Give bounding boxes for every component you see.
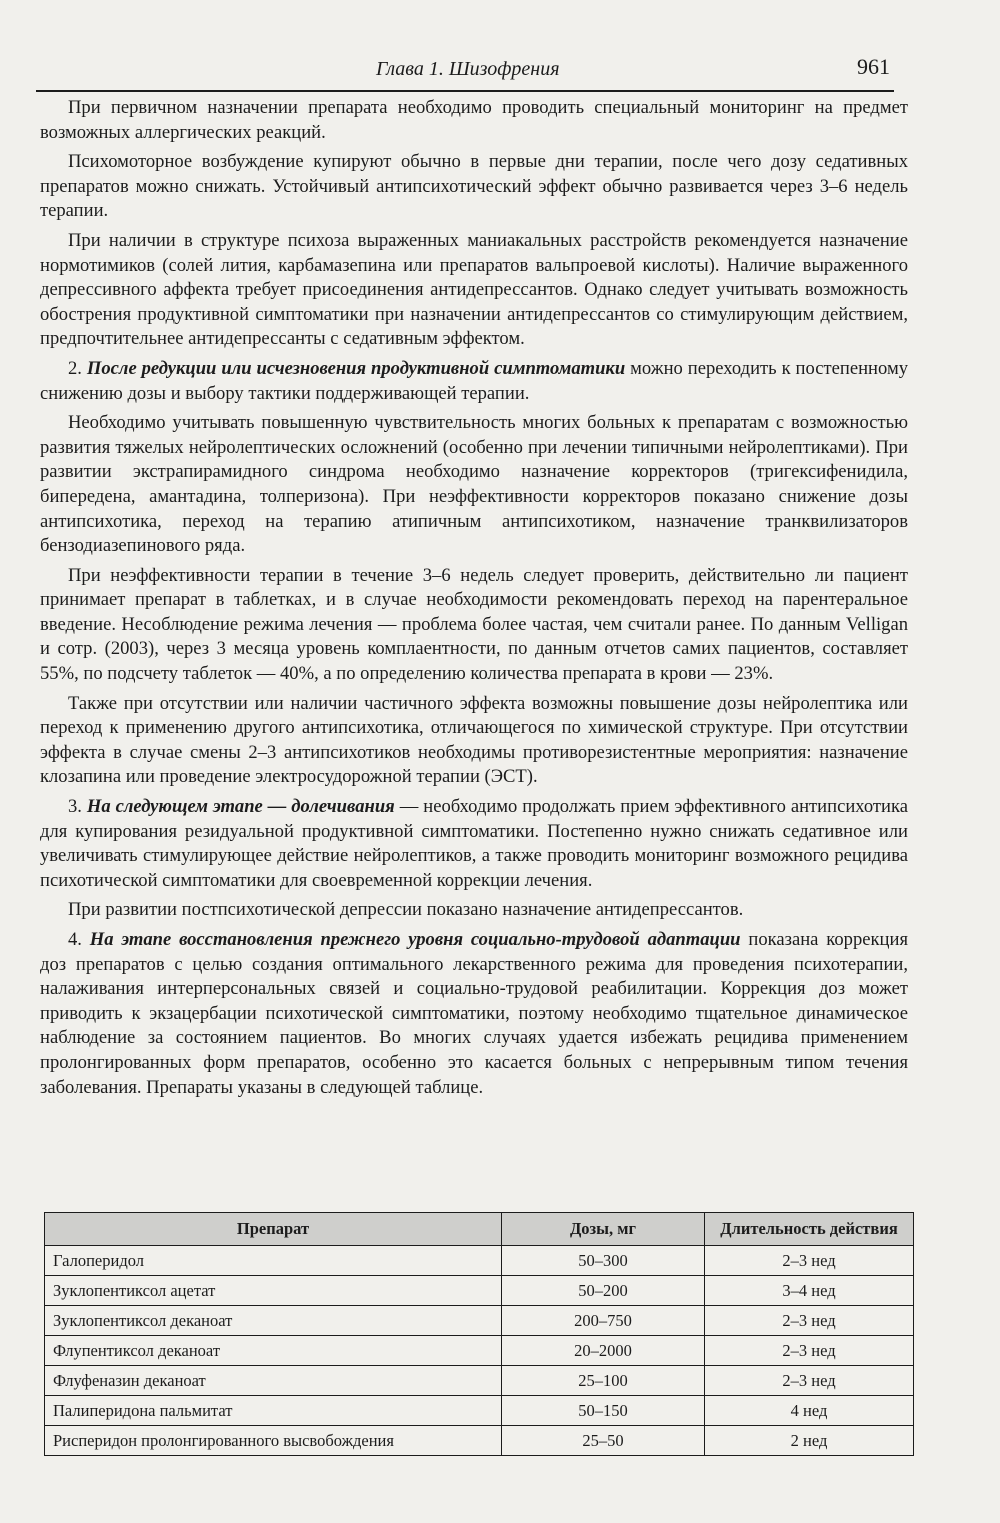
table-row (45, 1396, 914, 1426)
cell-drug: Флуфеназин деканоат (45, 1366, 502, 1396)
cell-dose: 20–2000 (502, 1336, 705, 1366)
paragraph-6: При неэффективности терапии в течение 3–6 недель следует проверить, действительно ли пациент принимает препарат в таблетках, и в случае необходимости рекомендовать переход на парентеральное введение. Несоблюдение режима лечения — проблема более частая, чем считали ранее. По данным Velligan и сотр. (2003), через 3 месяца уровень комплаентности, по данным отчетов самих пациентов, составляет 55%, по подсчету таблеток — 40%, а по определению количества препарата в крови — 23%. (40, 564, 908, 685)
header-dose: Дозы, мг (502, 1213, 705, 1246)
cell-duration: 2–3 нед (705, 1306, 914, 1336)
cell-drug: Флупентиксол деканоат (45, 1336, 502, 1366)
cell-dose: 200–750 (502, 1306, 705, 1336)
table-row (45, 1276, 914, 1306)
cell-dose: 25–100 (502, 1366, 705, 1396)
emphasis: После редукции или исчезновения продуктивной симптоматики (86, 357, 626, 379)
drug-dose-table (44, 1212, 914, 1456)
cell-drug: Палиперидона пальмитат (45, 1396, 502, 1426)
cell-dose: 50–200 (502, 1276, 705, 1306)
cell-dose: 50–150 (502, 1396, 705, 1426)
paragraph-3: При наличии в структуре психоза выраженных маниакальных расстройств рекомендуется назначение нормотимиков (солей лития, карбамазепина или препаратов вальпроевой кислоты). Наличие выраженного депрессивного аффекта требует присоединения антидепрессантов. Однако следует учитывать возможность обострения продуктивной симптоматики при назначении антидепрессантов со стимулирующим действием, предпочтительнее антидепрессанты с седативным эффектом. (40, 229, 908, 350)
cell-duration: 4 нед (705, 1396, 914, 1426)
table-row (45, 1306, 914, 1336)
page-number: 961 (857, 54, 890, 79)
cell-drug: Галоперидол (45, 1246, 502, 1276)
paragraph-2: Психомоторное возбуждение купируют обычно в первые дни терапии, после чего дозу седативных препаратов можно снижать. Устойчивый антипсихотический эффект обычно развивается через 3–6 недель терапии. (40, 151, 908, 222)
paragraph-1: При первичном назначении препарата необходимо проводить специальный мониторинг на предмет возможных аллергических реакций. (40, 97, 908, 143)
paragraph-8: 3. На следующем этапе — долечивания — необходимо продолжать прием эффективного антипсихотика для купирования резидуальной продуктивной симптоматики. Постепенно нужно снижать седативное или увеличивать стимулирующее действие нейролептиков, а также проводить мониторинг возможного рецидива психотической симптоматики для своевременной коррекции лечения. (40, 796, 909, 891)
paragraph-4: 2. После редукции или исчезновения продуктивной симптоматики можно переходить к постепенному снижению дозы и выбору тактики поддерживающей терапии. (40, 357, 909, 404)
cell-duration: 2–3 нед (705, 1366, 914, 1396)
table-row (45, 1246, 914, 1276)
header-drug: Препарат (45, 1213, 502, 1246)
cell-duration: 3–4 нед (705, 1276, 914, 1306)
emphasis: На следующем этапе — долечивания (86, 796, 395, 818)
cell-drug: Рисперидон пролонгированного высвобождения (45, 1426, 502, 1456)
cell-dose: 25–50 (502, 1426, 705, 1456)
cell-drug: Зуклопентиксол ацетат (45, 1276, 502, 1306)
cell-dose: 50–300 (502, 1246, 705, 1276)
table-header-row (45, 1213, 914, 1246)
emphasis: На этапе восстановления прежнего уровня социально-трудовой адаптации (89, 929, 741, 950)
table-row (45, 1366, 914, 1396)
cell-duration: 2 нед (705, 1426, 914, 1456)
paragraph-9: При развитии постпсихотической депрессии показано назначение антидепрессантов. (68, 899, 744, 921)
paragraph-5: Необходимо учитывать повышенную чувствительность многих больных к препаратам с возможностью развития тяжелых нейролептических осложнений (особенно при лечении типичными нейролептиками). При развитии экстрапирамидного синдрома необходимо назначение корректоров (тригексифенидила, бипередена, амантадина, толперизона). При неэффективности корректоров показано снижение дозы антипсихотика, переход на терапию атипичным антипсихотиком, назначение транквилизаторов бензодиазепинового ряда. (40, 412, 908, 557)
cell-duration: 2–3 нед (705, 1336, 914, 1366)
paragraph-10: 4. На этапе восстановления прежнего уровня социально-трудовой адаптации показана коррекция доз препаратов с целью создания оптимального лекарственного режима для проведения психотерапии, налаживания интерперсональных связей и социально-трудовой реабилитации. Коррекция доз может приводить к экзацербации психотической симптоматики, поэтому необходимо тщательное динамическое наблюдение за состоянием пациентов. Во многих случаях удается избежать рецидива применением пролонгированных форм препаратов, особенно это касается больных с непрерывным типом течения заболевания. Препараты указаны в следующей таблице. (40, 929, 908, 1098)
header-duration: Длительность действия (705, 1213, 914, 1246)
page-header (36, 54, 894, 92)
chapter-title: Глава 1. Шизофрения (376, 58, 560, 80)
cell-duration: 2–3 нед (705, 1246, 914, 1276)
cell-drug: Зуклопентиксол деканоат (45, 1306, 502, 1336)
paragraph-7: Также при отсутствии или наличии частичного эффекта возможны повышение дозы нейролептика или переход к применению другого антипсихотика, отличающегося по химической структуре. При отсутствии эффекта в случае смены 2–3 антипсихотиков необходимы противорезистентные мероприятия: назначение клозапина или проведение электросудорожной терапии (ЭСТ). (40, 692, 908, 788)
table-row (45, 1336, 914, 1366)
table-row (45, 1426, 914, 1456)
body-text (40, 96, 908, 1105)
